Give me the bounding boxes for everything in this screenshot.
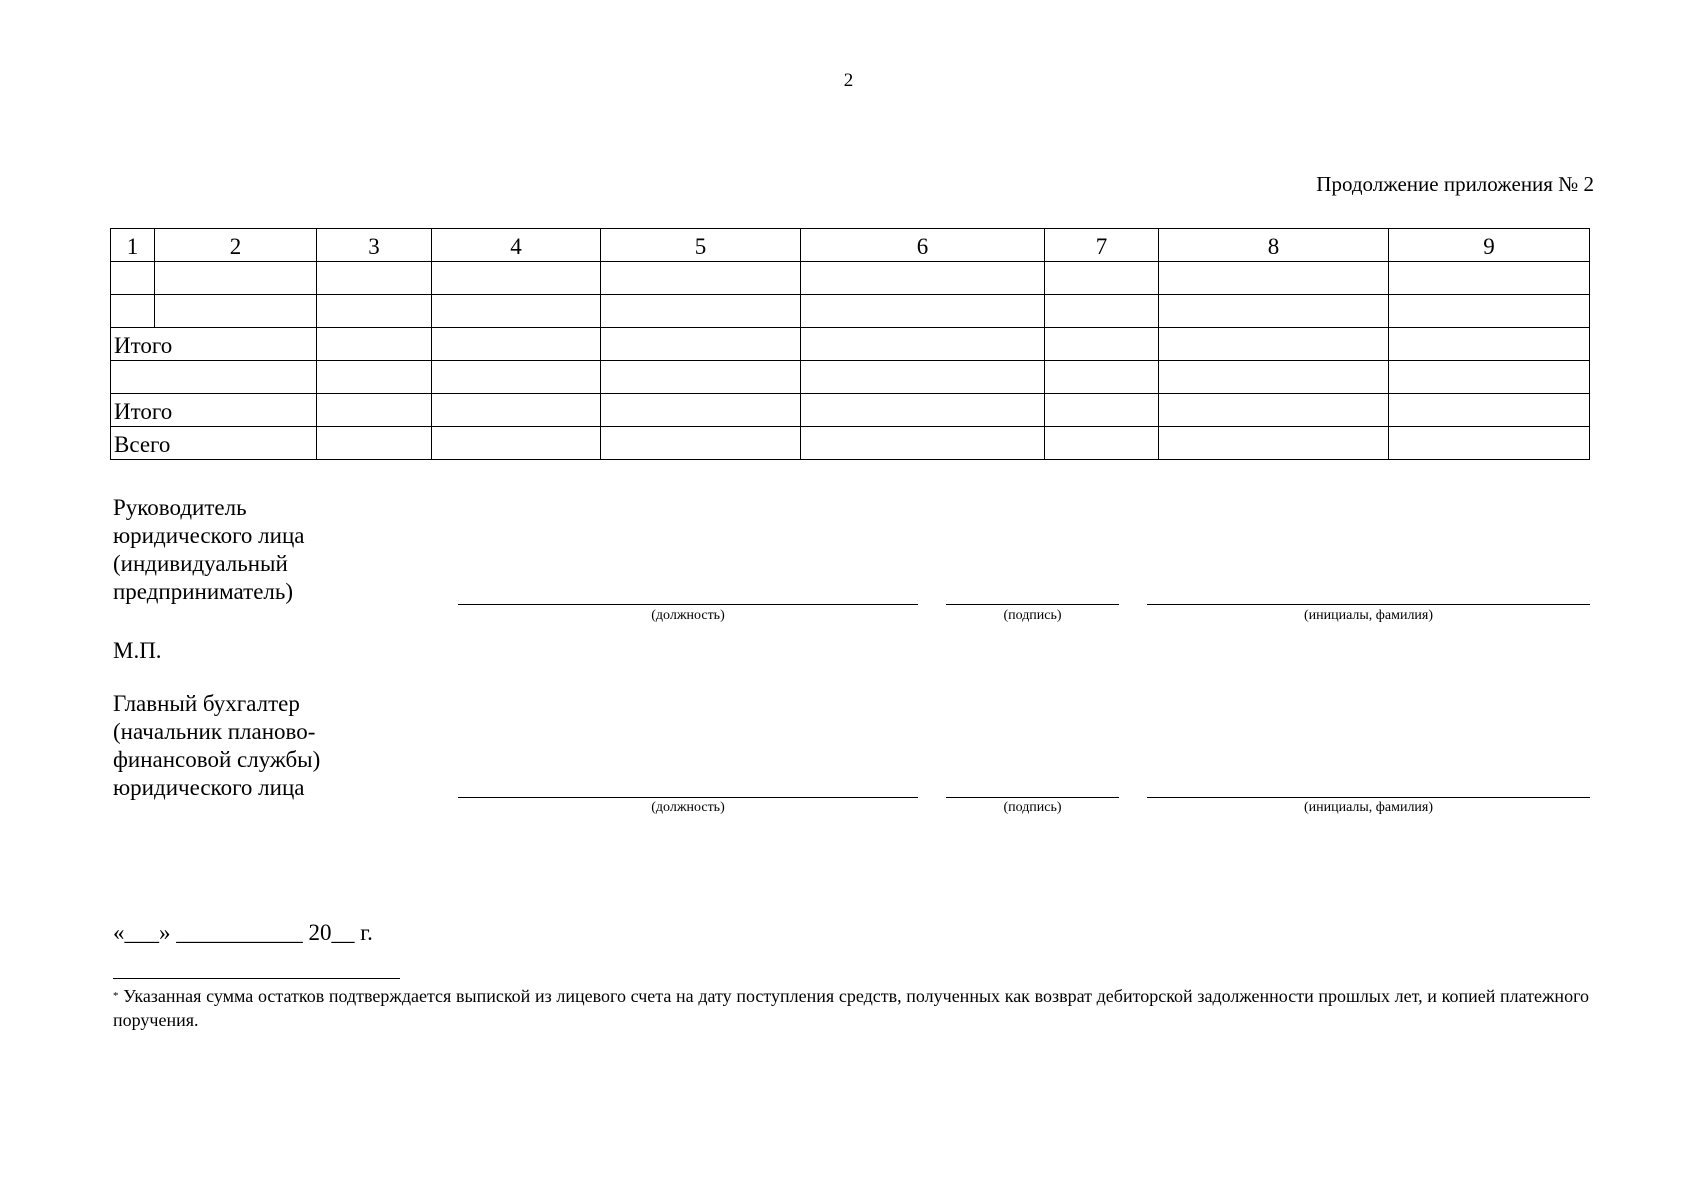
head-position-line[interactable]: [458, 604, 918, 605]
stamp-place-label: М.П.: [113, 638, 162, 663]
table-cell: [432, 262, 601, 295]
table-cell: [1389, 394, 1590, 427]
subtotal-label: Итого: [111, 394, 317, 427]
accountant-signature-caption: (подпись): [1003, 800, 1062, 815]
table-cell: [1159, 295, 1389, 328]
table-cell: [801, 394, 1045, 427]
table-cell: [1045, 295, 1159, 328]
head-signature-caption: (подпись): [1003, 608, 1062, 623]
column-header: 1: [111, 229, 155, 262]
footnote: [113, 984, 1589, 1032]
table-cell: [1159, 262, 1389, 295]
table-cell: [1159, 394, 1389, 427]
table-cell: [801, 328, 1045, 361]
report-table: [110, 228, 1590, 460]
table-cell: [1045, 427, 1159, 460]
table-cell: [1159, 361, 1389, 394]
head-name-line[interactable]: [1147, 604, 1590, 605]
label-line: (индивидуальный: [113, 551, 288, 576]
label-line: Главный бухгалтер: [113, 691, 300, 716]
head-signature-line[interactable]: [946, 604, 1119, 605]
table-cell: [155, 262, 317, 295]
head-signature-label: [113, 494, 304, 606]
column-header: 5: [601, 229, 801, 262]
table-cell: [317, 295, 432, 328]
accountant-name-line[interactable]: [1147, 797, 1590, 798]
table-cell: [432, 295, 601, 328]
label-line: юридического лица: [113, 775, 305, 800]
table-row: [111, 262, 1590, 295]
table-cell: [801, 295, 1045, 328]
table-cell: [801, 361, 1045, 394]
table-cell: [1389, 427, 1590, 460]
table-cell: [601, 262, 801, 295]
table-cell: [1045, 361, 1159, 394]
table-row-subtotal: [111, 328, 1590, 361]
column-header: 3: [317, 229, 432, 262]
head-name-caption: (инициалы, фамилия): [1303, 608, 1434, 623]
table-cell: [317, 394, 432, 427]
table-cell: [1045, 328, 1159, 361]
column-header: 4: [432, 229, 601, 262]
total-label: Всего: [111, 427, 317, 460]
column-header: 2: [155, 229, 317, 262]
date-line[interactable]: «___» ___________ 20__ г.: [113, 920, 373, 945]
column-header: 8: [1159, 229, 1389, 262]
table-cell: [601, 394, 801, 427]
label-line: юридического лица: [113, 523, 305, 548]
table-cell: [601, 427, 801, 460]
table-cell: [1159, 427, 1389, 460]
table-cell: [801, 427, 1045, 460]
table-header-row: [111, 229, 1590, 262]
table-cell: [1389, 262, 1590, 295]
table-cell: [801, 262, 1045, 295]
table-cell: [111, 361, 317, 394]
table-cell: [432, 328, 601, 361]
footnote-marker: *: [113, 990, 119, 1002]
accountant-signature-label: [113, 690, 320, 802]
table-cell: [1389, 361, 1590, 394]
table-cell: [1045, 394, 1159, 427]
table-cell: [317, 262, 432, 295]
column-header: 6: [801, 229, 1045, 262]
table-cell: [1045, 262, 1159, 295]
label-line: Руководитель: [113, 495, 247, 520]
label-line: (начальник планово-: [113, 719, 316, 744]
footnote-text: Указанная сумма остатков подтверждается выпиской из лицевого счета на дату поступления средств, полученных как возврат дебиторской задолженности прошлых лет, и копией платежного поручения.: [113, 986, 1590, 1030]
column-header: 9: [1389, 229, 1590, 262]
accountant-position-line[interactable]: [458, 797, 918, 798]
table-row: [111, 361, 1590, 394]
table-row-subtotal: [111, 394, 1590, 427]
table-cell: [432, 394, 601, 427]
table-cell: [1389, 295, 1590, 328]
table-cell: [155, 295, 317, 328]
table-cell: [432, 427, 601, 460]
table-cell: [317, 328, 432, 361]
table-cell: [601, 361, 801, 394]
accountant-position-caption: (должность): [651, 800, 725, 815]
table-row: [111, 295, 1590, 328]
label-line: финансовой службы): [113, 747, 321, 772]
table-cell: [317, 361, 432, 394]
table-cell: [432, 361, 601, 394]
table-cell: [601, 295, 801, 328]
continuation-title: Продолжение приложения № 2: [1316, 172, 1594, 196]
page-number: 2: [843, 70, 854, 91]
accountant-name-caption: (инициалы, фамилия): [1303, 800, 1434, 815]
table-cell: [111, 262, 155, 295]
table-cell: [1159, 328, 1389, 361]
accountant-signature-line[interactable]: [946, 797, 1119, 798]
head-position-caption: (должность): [651, 608, 725, 623]
table-cell: [1389, 328, 1590, 361]
subtotal-label: Итого: [111, 328, 317, 361]
column-header: 7: [1045, 229, 1159, 262]
table-cell: [111, 295, 155, 328]
footnote-rule: [113, 978, 400, 979]
table-row-total: [111, 427, 1590, 460]
label-line: предприниматель): [113, 579, 294, 604]
table-cell: [601, 328, 801, 361]
table-cell: [317, 427, 432, 460]
